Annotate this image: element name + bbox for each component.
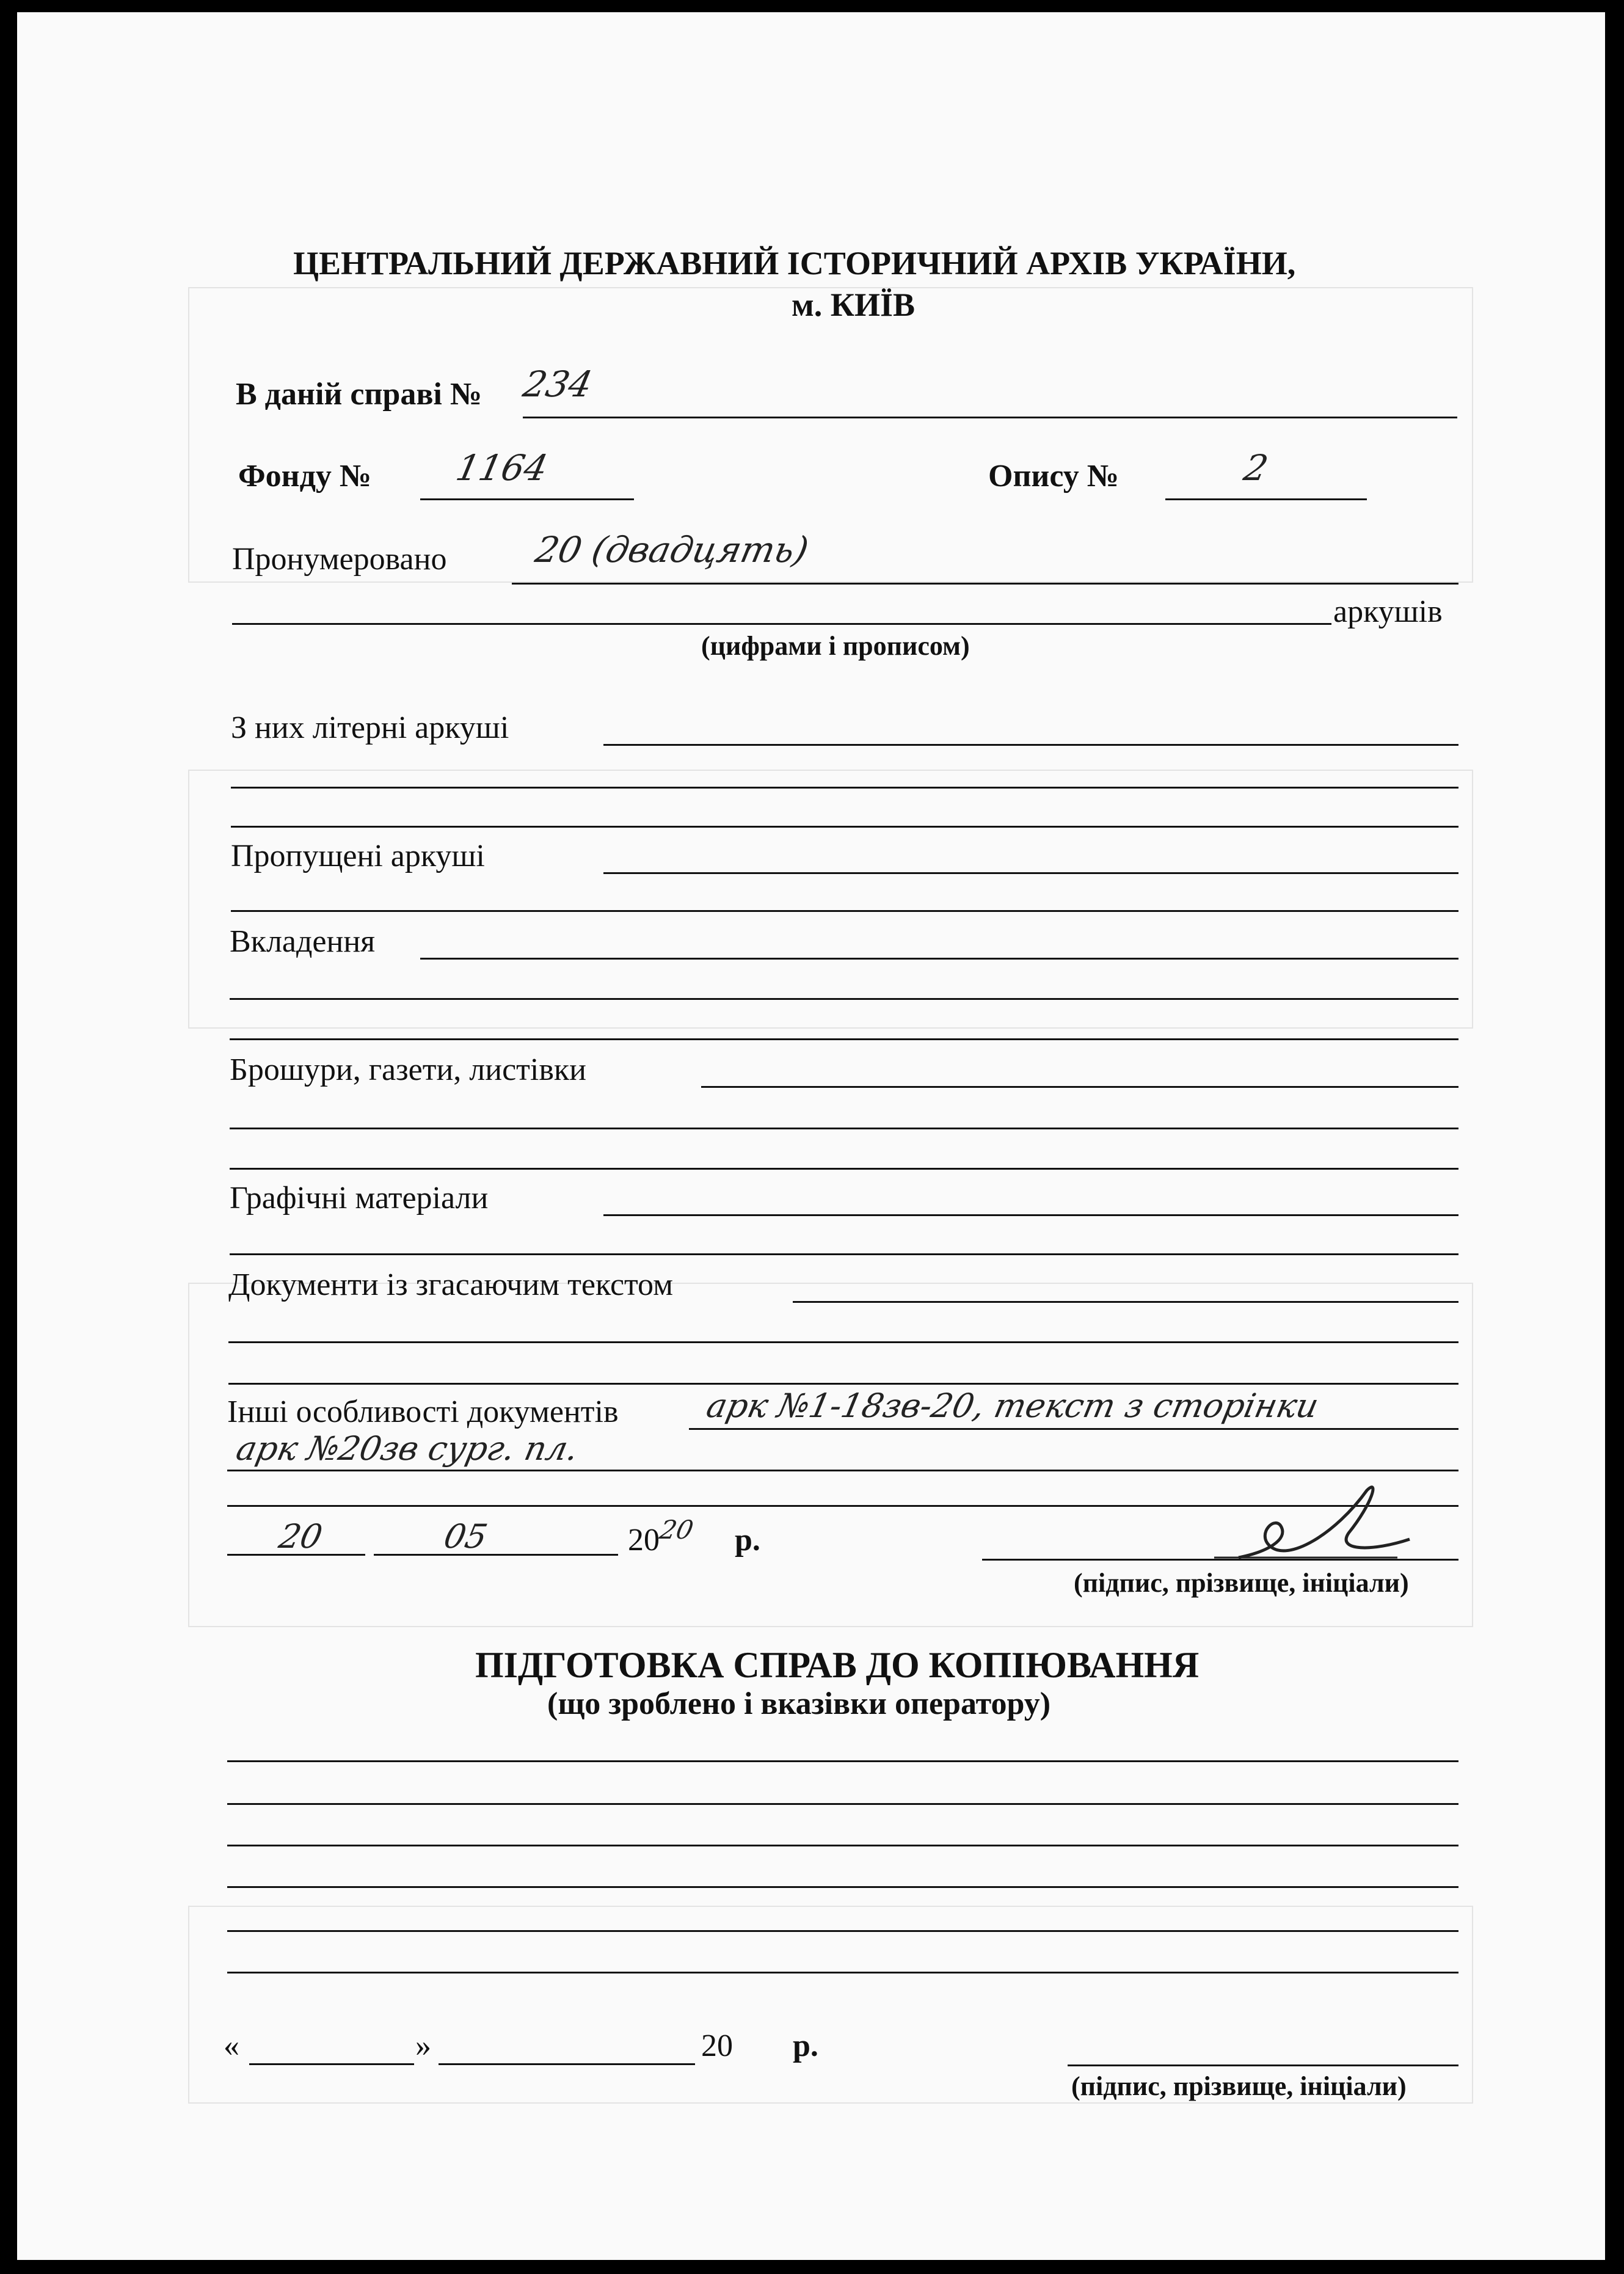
- fond-label: Фонду №: [238, 459, 372, 494]
- signature2-line: [1068, 2064, 1458, 2066]
- date2-close-quote: »: [415, 2028, 431, 2063]
- section2-line-2: [227, 1803, 1458, 1805]
- section2-line-6: [227, 1972, 1458, 1973]
- missing-sheets-line-2: [231, 910, 1458, 912]
- date2-day-line: [249, 2063, 414, 2065]
- date2-year: 20: [701, 2028, 733, 2063]
- faded-docs-line: [793, 1301, 1458, 1303]
- archive-city: м. КИЇВ: [792, 286, 915, 323]
- graphics-label: Графічні матеріали: [230, 1181, 489, 1215]
- date1-year-prefix: 20: [628, 1523, 660, 1558]
- opys-label: Опису №: [988, 459, 1120, 494]
- fond-number-handwritten: 1164: [452, 447, 552, 489]
- faded-docs-label: Документи із згасаючим текстом: [228, 1267, 673, 1302]
- case-label: В даній справі №: [236, 377, 482, 412]
- faded-docs-line-2: [228, 1341, 1458, 1343]
- numbered-value-handwritten: 20 (двадцять): [531, 529, 813, 570]
- date1-month-line: [374, 1554, 618, 1556]
- show-through-table: [188, 287, 1473, 583]
- signature2-hint: (підпис, прізвище, ініціали): [1071, 2071, 1407, 2101]
- brochures-line: [701, 1086, 1458, 1088]
- archive-title: ЦЕНТРАЛЬНИЙ ДЕРЖАВНИЙ ІСТОРИЧНИЙ АРХІВ УКРАЇНИ,: [293, 245, 1296, 282]
- missing-sheets-line: [603, 872, 1458, 874]
- attachments-label: Вкладення: [230, 924, 376, 959]
- other-label: Інші особливості документів: [227, 1394, 619, 1429]
- date1-r: р.: [735, 1523, 760, 1558]
- letter-sheets-line-2: [231, 787, 1458, 789]
- section2-title: ПІДГОТОВКА СПРАВ ДО КОПІЮВАННЯ: [475, 1645, 1200, 1685]
- attachments-line-2: [230, 998, 1458, 1000]
- numbered-hint: (цифрами і прописом): [701, 631, 970, 661]
- form-sheet: [17, 12, 1605, 2260]
- numbered-suffix: аркушів: [1333, 594, 1443, 629]
- section2-subtitle: (що зроблено і вказівки оператору): [547, 1686, 1051, 1721]
- signature1-line: [982, 1559, 1458, 1561]
- attachments-line-3: [230, 1038, 1458, 1040]
- numbered-line-2: [232, 623, 1331, 625]
- brochures-label: Брошури, газети, листівки: [230, 1052, 586, 1087]
- opys-number-handwritten: 2: [1240, 447, 1272, 489]
- case-number-handwritten: 234: [519, 363, 596, 405]
- section2-line-5: [227, 1930, 1458, 1932]
- date1-day-line: [227, 1554, 365, 1556]
- attachments-line: [420, 958, 1458, 960]
- opys-line: [1165, 498, 1367, 500]
- brochures-line-3: [230, 1168, 1458, 1170]
- letter-sheets-line-3: [231, 826, 1458, 828]
- letter-sheets-label: З них літерні аркуші: [231, 710, 509, 745]
- date2-month-line: [439, 2063, 695, 2065]
- fond-line: [420, 498, 634, 500]
- letter-sheets-line: [603, 744, 1458, 746]
- date1-day: 20: [275, 1517, 326, 1556]
- date1-month: 05: [440, 1517, 491, 1556]
- other-note-line1: арк №1-18зв-20, текст з сторінки: [703, 1387, 1322, 1425]
- graphics-line-2: [230, 1253, 1458, 1255]
- date2-r: р.: [793, 2028, 818, 2063]
- graphics-line: [603, 1214, 1458, 1216]
- other-line: [689, 1428, 1458, 1430]
- case-line: [523, 417, 1457, 418]
- section2-line-1: [227, 1760, 1458, 1762]
- date1-year-suffix: 20: [657, 1515, 696, 1545]
- other-note-line2: арк №20зв сург. пл.: [233, 1429, 582, 1468]
- section2-line-4: [227, 1886, 1458, 1888]
- missing-sheets-label: Пропущені аркуші: [231, 839, 485, 873]
- date2-open-quote: «: [224, 2028, 239, 2063]
- brochures-line-2: [230, 1128, 1458, 1129]
- section2-line-3: [227, 1845, 1458, 1846]
- signature1-hint: (підпис, прізвище, ініціали): [1074, 1568, 1409, 1598]
- numbered-line: [512, 583, 1458, 585]
- faded-docs-line-3: [228, 1383, 1458, 1385]
- show-through-table: [188, 770, 1473, 1029]
- numbered-label: Пронумеровано: [232, 542, 447, 577]
